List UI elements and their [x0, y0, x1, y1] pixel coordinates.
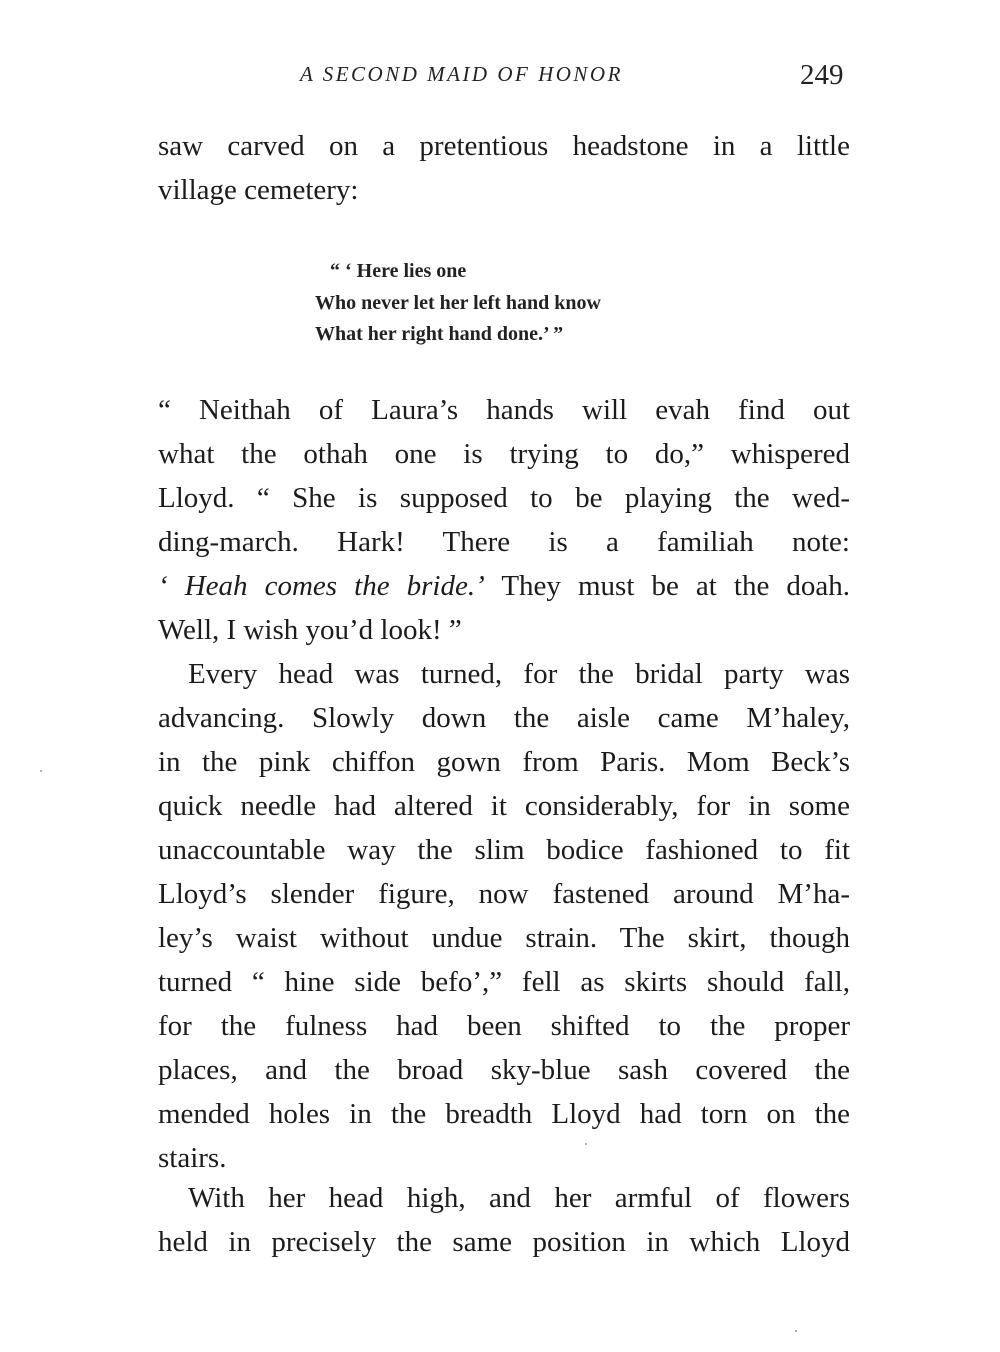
text-line: for the fulness had been shifted to the proper: [158, 1010, 850, 1042]
text-line: ley’s waist without undue strain. The skirt, though: [158, 922, 850, 954]
text-line: Lloyd. “ She is supposed to be playing the wed-: [158, 482, 850, 514]
italic-phrase: ‘ Heah comes the bride.’: [158, 570, 485, 602]
text-line: ding-march. Hark! There is a familiah note:: [158, 526, 850, 558]
scan-speck: [795, 1330, 797, 1332]
page-number: 249: [800, 59, 844, 91]
text-line: places, and the broad sky-blue sash covered the: [158, 1054, 850, 1086]
text-line: advancing. Slowly down the aisle came M’haley,: [158, 702, 850, 734]
text-line: “ Neithah of Laura’s hands will evah find out: [158, 394, 850, 426]
text-line: held in precisely the same position in which Lloyd: [158, 1226, 850, 1258]
verse-line: Who never let her left hand know: [315, 292, 601, 314]
text-line: Every head was turned, for the bridal party was: [188, 658, 850, 690]
text-line: mended holes in the breadth Lloyd had torn on the: [158, 1098, 850, 1130]
text-line: unaccountable way the slim bodice fashioned to fit: [158, 834, 850, 866]
text-line: village cemetery:: [158, 174, 359, 206]
running-title: A SECOND MAID OF HONOR: [300, 62, 623, 86]
verse-line: “ ‘ Here lies one: [330, 260, 467, 282]
text-line italic-line: ‘ Heah comes the bride.’ They must be at the doah.: [158, 570, 851, 602]
scan-speck: [40, 770, 42, 772]
text-line: With her head high, and her armful of flowers: [188, 1182, 850, 1214]
text-line: turned “ hine side befo’,” fell as skirts should fall,: [158, 966, 850, 998]
text-line: Lloyd’s slender figure, now fastened around M’ha-: [158, 878, 850, 910]
text-line: what the othah one is trying to do,” whispered: [158, 438, 850, 470]
text-line: stairs.: [158, 1142, 227, 1174]
text-line: saw carved on a pretentious headstone in a little: [158, 130, 850, 162]
text-line: quick needle had altered it considerably, for in some: [158, 790, 850, 822]
text-line: in the pink chiffon gown from Paris. Mom Beck’s: [158, 746, 850, 778]
text-line: Well, I wish you’d look! ”: [158, 614, 462, 646]
scan-speck: [585, 1143, 587, 1145]
verse-line: What her right hand done.’ ”: [315, 323, 564, 345]
